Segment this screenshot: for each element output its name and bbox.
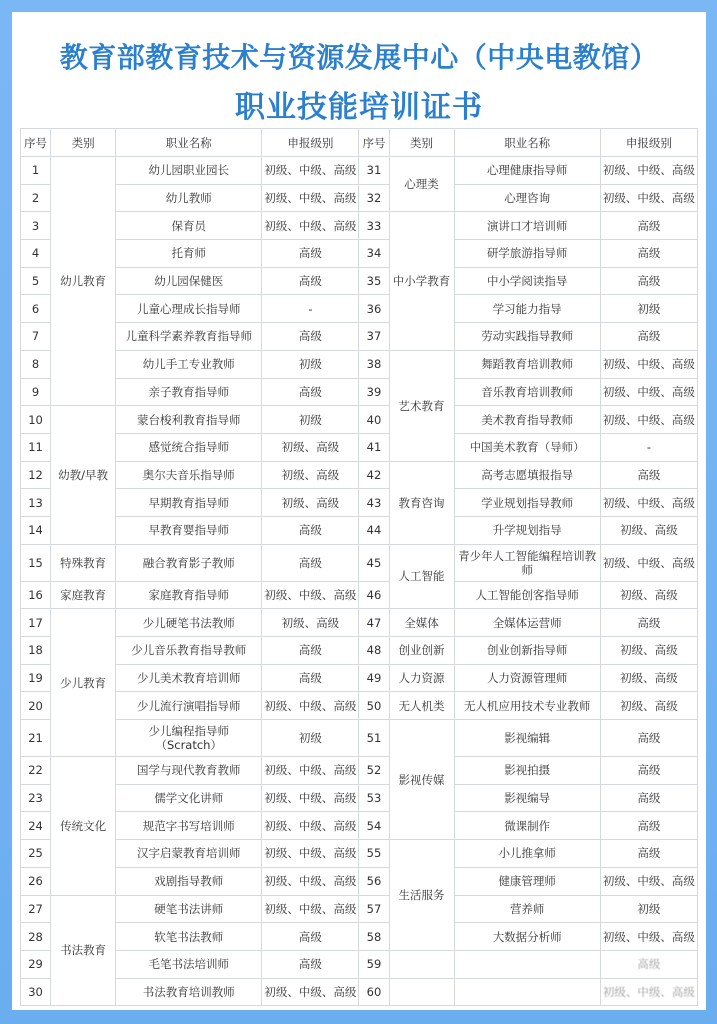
row-number: 14 xyxy=(21,516,51,544)
job-name: 感觉统合指导师 xyxy=(116,433,262,461)
row-number: 2 xyxy=(21,184,51,212)
category-cell: 家庭教育 xyxy=(51,581,116,609)
job-name: 规范字书写培训师 xyxy=(116,812,262,840)
row-number: 36 xyxy=(359,295,389,323)
row-number: 42 xyxy=(359,461,389,489)
category-cell: 艺术教育 xyxy=(389,350,454,461)
row-number: 16 xyxy=(21,581,51,609)
apply-level: 初级、中级、高级 xyxy=(600,378,697,406)
job-name: 儿童心理成长指导师 xyxy=(116,295,262,323)
row-number: 18 xyxy=(21,637,51,665)
row-number: 59 xyxy=(359,950,389,978)
job-name: 劳动实践指导教师 xyxy=(454,323,600,351)
apply-level: 初级、中级、高级 xyxy=(600,406,697,434)
row-number: 8 xyxy=(21,350,51,378)
row-number: 25 xyxy=(21,840,51,868)
category-cell: 生活服务 xyxy=(389,840,454,951)
apply-level: 初级、中级、高级 xyxy=(262,692,359,720)
row-number: 48 xyxy=(359,637,389,665)
row-number: 33 xyxy=(359,212,389,240)
apply-level: 初级、中级、高级 xyxy=(262,212,359,240)
row-number: 27 xyxy=(21,895,51,923)
apply-level: 高级 xyxy=(600,784,697,812)
apply-level: 高级 xyxy=(262,516,359,544)
row-number: 41 xyxy=(359,433,389,461)
row-number: 52 xyxy=(359,757,389,785)
category-cell xyxy=(389,978,454,1006)
table-row xyxy=(21,323,698,351)
row-number: 56 xyxy=(359,867,389,895)
apply-level: 初级、中级、高级 xyxy=(600,350,697,378)
column-header-level: 申报级别 xyxy=(262,129,359,157)
row-number: 12 xyxy=(21,461,51,489)
apply-level: 初级、高级 xyxy=(600,516,697,544)
row-number: 24 xyxy=(21,812,51,840)
apply-level: 初级、中级、高级 xyxy=(262,840,359,868)
job-name: 汉字启蒙教育培训师 xyxy=(116,840,262,868)
category-cell: 全媒体 xyxy=(389,609,454,637)
apply-level: 初级 xyxy=(262,406,359,434)
table-row xyxy=(21,978,698,1006)
apply-level: 初级、高级 xyxy=(262,461,359,489)
row-number: 9 xyxy=(21,378,51,406)
row-number: 30 xyxy=(21,978,51,1006)
row-number: 50 xyxy=(359,692,389,720)
row-number: 39 xyxy=(359,378,389,406)
page-subtitle: 职业技能培训证书 xyxy=(235,90,483,125)
apply-level: 高级 xyxy=(600,323,697,351)
row-number: 49 xyxy=(359,664,389,692)
row-number: 54 xyxy=(359,812,389,840)
apply-level: 高级 xyxy=(262,637,359,665)
apply-level: 高级 xyxy=(600,950,697,978)
column-header-category: 类别 xyxy=(389,129,454,157)
job-name: 心理健康指导师 xyxy=(454,157,600,185)
table-row xyxy=(21,895,698,923)
row-number: 57 xyxy=(359,895,389,923)
row-number: 53 xyxy=(359,784,389,812)
row-number: 45 xyxy=(359,544,389,581)
job-name: 幼儿园保健医 xyxy=(116,267,262,295)
apply-level: 高级 xyxy=(600,840,697,868)
table-row xyxy=(21,581,698,609)
apply-level: 初级 xyxy=(262,720,359,757)
row-number: 11 xyxy=(21,433,51,461)
apply-level: 初级、中级、高级 xyxy=(262,757,359,785)
table-row xyxy=(21,350,698,378)
row-number: 21 xyxy=(21,720,51,757)
apply-level: 初级、高级 xyxy=(600,692,697,720)
job-name: 少儿流行演唱指导师 xyxy=(116,692,262,720)
job-name: 戏剧指导教师 xyxy=(116,867,262,895)
job-name: 舞蹈教育培训教师 xyxy=(454,350,600,378)
row-number: 5 xyxy=(21,267,51,295)
category-cell xyxy=(389,950,454,978)
table-row xyxy=(21,637,698,665)
row-number: 46 xyxy=(359,581,389,609)
job-name: 奥尔夫音乐指导师 xyxy=(116,461,262,489)
job-name: 音乐教育培训教师 xyxy=(454,378,600,406)
row-number: 7 xyxy=(21,323,51,351)
table-row xyxy=(21,406,698,434)
apply-level: 初级、中级、高级 xyxy=(600,544,697,581)
table-row xyxy=(21,267,698,295)
row-number: 55 xyxy=(359,840,389,868)
job-name: 心理咨询 xyxy=(454,184,600,212)
apply-level: 高级 xyxy=(262,923,359,951)
job-name: 儿童科学素养教育指导师 xyxy=(116,323,262,351)
category-cell: 幼儿教育 xyxy=(51,157,116,406)
table-header-row xyxy=(21,129,698,157)
apply-level: - xyxy=(262,295,359,323)
apply-level: - xyxy=(600,433,697,461)
job-name: 美术教育指导教师 xyxy=(454,406,600,434)
category-cell: 幼教/早教 xyxy=(51,406,116,544)
category-cell: 传统文化 xyxy=(51,757,116,895)
apply-level: 初级 xyxy=(600,895,697,923)
apply-level: 初级、中级、高级 xyxy=(262,812,359,840)
table-row xyxy=(21,544,698,581)
category-cell: 无人机类 xyxy=(389,692,454,720)
row-number: 15 xyxy=(21,544,51,581)
job-name: 少儿美术教育培训师 xyxy=(116,664,262,692)
row-number: 4 xyxy=(21,240,51,268)
row-number: 23 xyxy=(21,784,51,812)
apply-level: 高级 xyxy=(262,323,359,351)
apply-level: 初级、中级、高级 xyxy=(262,157,359,185)
row-number: 44 xyxy=(359,516,389,544)
apply-level: 初级、高级 xyxy=(600,664,697,692)
job-name: 影视拍摄 xyxy=(454,757,600,785)
job-name: 影视编辑 xyxy=(454,720,600,757)
apply-level: 初级、中级、高级 xyxy=(262,978,359,1006)
apply-level: 初级、中级、高级 xyxy=(600,978,697,1006)
category-cell: 中小学教育 xyxy=(389,212,454,350)
apply-level: 高级 xyxy=(600,240,697,268)
category-cell: 创业创新 xyxy=(389,637,454,665)
table-row xyxy=(21,240,698,268)
apply-level: 初级、中级、高级 xyxy=(262,895,359,923)
apply-level: 初级 xyxy=(600,295,697,323)
job-name: 人工智能创客指导师 xyxy=(454,581,600,609)
job-name: 少儿编程指导师（Scratch） xyxy=(116,720,262,757)
job-name: 儒学文化讲师 xyxy=(116,784,262,812)
job-name: 无人机应用技术专业教师 xyxy=(454,692,600,720)
job-name: 研学旅游指导师 xyxy=(454,240,600,268)
row-number: 19 xyxy=(21,664,51,692)
table-row xyxy=(21,212,698,240)
table-row xyxy=(21,461,698,489)
category-cell: 心理类 xyxy=(389,157,454,212)
category-cell: 书法教育 xyxy=(51,895,116,1006)
row-number: 6 xyxy=(21,295,51,323)
job-name: 高考志愿填报指导 xyxy=(454,461,600,489)
job-name: 软笔书法教师 xyxy=(116,923,262,951)
table-row xyxy=(21,489,698,517)
job-name: 融合教育影子教师 xyxy=(116,544,262,581)
table-row xyxy=(21,378,698,406)
table-row xyxy=(21,757,698,785)
job-name: 小儿推拿师 xyxy=(454,840,600,868)
apply-level: 初级、中级、高级 xyxy=(262,184,359,212)
job-name: 蒙台梭利教育指导师 xyxy=(116,406,262,434)
apply-level: 初级、中级、高级 xyxy=(262,867,359,895)
apply-level: 初级、中级、高级 xyxy=(600,923,697,951)
row-number: 37 xyxy=(359,323,389,351)
apply-level: 高级 xyxy=(600,461,697,489)
row-number: 1 xyxy=(21,157,51,185)
apply-level: 初级、中级、高级 xyxy=(262,784,359,812)
row-number: 29 xyxy=(21,950,51,978)
table-row xyxy=(21,950,698,978)
job-name: 幼儿手工专业教师 xyxy=(116,350,262,378)
table-row xyxy=(21,784,698,812)
table-row xyxy=(21,692,698,720)
row-number: 17 xyxy=(21,609,51,637)
row-number: 32 xyxy=(359,184,389,212)
apply-level: 高级 xyxy=(262,664,359,692)
row-number: 51 xyxy=(359,720,389,757)
job-name: 演讲口才培训师 xyxy=(454,212,600,240)
job-name: 书法教育培训教师 xyxy=(116,978,262,1006)
apply-level: 高级 xyxy=(262,240,359,268)
table-row xyxy=(21,516,698,544)
category-cell: 人工智能 xyxy=(389,544,454,609)
apply-level: 高级 xyxy=(262,267,359,295)
job-name: 全媒体运营师 xyxy=(454,609,600,637)
apply-level: 初级 xyxy=(262,350,359,378)
apply-level: 高级 xyxy=(600,757,697,785)
job-name: 升学规划指导 xyxy=(454,516,600,544)
category-cell: 特殊教育 xyxy=(51,544,116,581)
table-row xyxy=(21,923,698,951)
apply-level: 初级、中级、高级 xyxy=(262,581,359,609)
job-name: 幼儿园职业园长 xyxy=(116,157,262,185)
row-number: 3 xyxy=(21,212,51,240)
category-cell: 人力资源 xyxy=(389,664,454,692)
apply-level: 高级 xyxy=(262,950,359,978)
job-name: 毛笔书法培训师 xyxy=(116,950,262,978)
apply-level: 高级 xyxy=(600,212,697,240)
table-row xyxy=(21,295,698,323)
job-name: 中国美术教育（导师） xyxy=(454,433,600,461)
job-name: 创业创新指导师 xyxy=(454,637,600,665)
job-name xyxy=(454,950,600,978)
apply-level: 初级、中级、高级 xyxy=(600,867,697,895)
table-row xyxy=(21,720,698,757)
table-row xyxy=(21,184,698,212)
row-number: 35 xyxy=(359,267,389,295)
column-header-num: 序号 xyxy=(21,129,51,157)
job-name: 少儿音乐教育指导教师 xyxy=(116,637,262,665)
job-name: 家庭教育指导师 xyxy=(116,581,262,609)
column-header-job-name: 职业名称 xyxy=(116,129,262,157)
job-name: 亲子教育指导师 xyxy=(116,378,262,406)
table-row xyxy=(21,812,698,840)
row-number: 58 xyxy=(359,923,389,951)
row-number: 26 xyxy=(21,867,51,895)
table-row xyxy=(21,867,698,895)
job-name: 健康管理师 xyxy=(454,867,600,895)
apply-level: 高级 xyxy=(262,544,359,581)
job-name: 中小学阅读指导 xyxy=(454,267,600,295)
job-name: 托育师 xyxy=(116,240,262,268)
apply-level: 高级 xyxy=(600,812,697,840)
job-name: 学习能力指导 xyxy=(454,295,600,323)
table-row xyxy=(21,157,698,185)
column-header-job-name: 职业名称 xyxy=(454,129,600,157)
job-name: 大数据分析师 xyxy=(454,923,600,951)
certificate-table xyxy=(20,128,698,1006)
job-name: 微课制作 xyxy=(454,812,600,840)
apply-level: 初级、中级、高级 xyxy=(600,489,697,517)
row-number: 13 xyxy=(21,489,51,517)
apply-level: 初级、高级 xyxy=(262,609,359,637)
job-name: 早期教育指导师 xyxy=(116,489,262,517)
job-name xyxy=(454,978,600,1006)
table-row xyxy=(21,609,698,637)
job-name: 青少年人工智能编程培训教师 xyxy=(454,544,600,581)
job-name: 国学与现代教育教师 xyxy=(116,757,262,785)
column-header-category: 类别 xyxy=(51,129,116,157)
job-name: 人力资源管理师 xyxy=(454,664,600,692)
row-number: 10 xyxy=(21,406,51,434)
job-name: 保育员 xyxy=(116,212,262,240)
job-name: 早教育婴指导师 xyxy=(116,516,262,544)
apply-level: 高级 xyxy=(600,267,697,295)
table-row xyxy=(21,664,698,692)
category-cell: 教育咨询 xyxy=(389,461,454,544)
apply-level: 高级 xyxy=(600,720,697,757)
apply-level: 高级 xyxy=(262,378,359,406)
page-title: 教育部教育技术与资源发展中心（中央电教馆） xyxy=(59,41,659,74)
row-number: 20 xyxy=(21,692,51,720)
row-number: 47 xyxy=(359,609,389,637)
apply-level: 初级、高级 xyxy=(600,581,697,609)
row-number: 34 xyxy=(359,240,389,268)
row-number: 31 xyxy=(359,157,389,185)
apply-level: 初级、中级、高级 xyxy=(600,184,697,212)
job-name: 学业规划指导教师 xyxy=(454,489,600,517)
apply-level: 初级、中级、高级 xyxy=(600,157,697,185)
row-number: 43 xyxy=(359,489,389,517)
table-row xyxy=(21,840,698,868)
apply-level: 高级 xyxy=(600,609,697,637)
category-cell: 影视传媒 xyxy=(389,720,454,840)
certificate-card xyxy=(12,12,706,1010)
table-row xyxy=(21,433,698,461)
job-name: 少儿硬笔书法教师 xyxy=(116,609,262,637)
job-name: 营养师 xyxy=(454,895,600,923)
row-number: 60 xyxy=(359,978,389,1006)
row-number: 22 xyxy=(21,757,51,785)
job-name: 硬笔书法讲师 xyxy=(116,895,262,923)
column-header-num: 序号 xyxy=(359,129,389,157)
row-number: 40 xyxy=(359,406,389,434)
row-number: 28 xyxy=(21,923,51,951)
column-header-level: 申报级别 xyxy=(600,129,697,157)
category-cell: 少儿教育 xyxy=(51,609,116,757)
apply-level: 初级、高级 xyxy=(262,489,359,517)
job-name: 幼儿教师 xyxy=(116,184,262,212)
job-name: 影视编导 xyxy=(454,784,600,812)
apply-level: 初级、高级 xyxy=(262,433,359,461)
row-number: 38 xyxy=(359,350,389,378)
apply-level: 初级、高级 xyxy=(600,637,697,665)
